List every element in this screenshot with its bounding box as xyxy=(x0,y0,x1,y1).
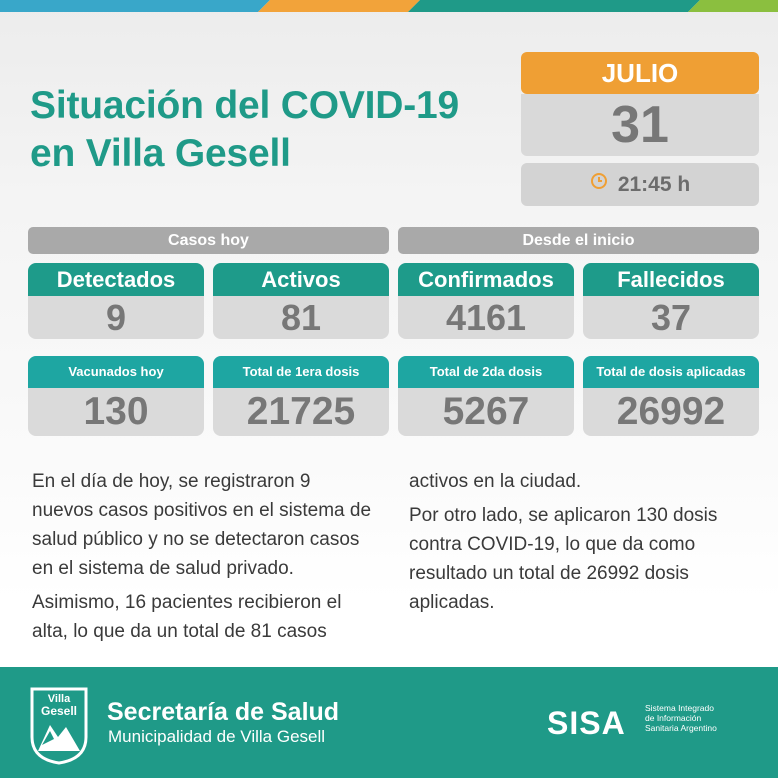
stat-value: 5267 xyxy=(398,388,574,436)
stat-card-detectados xyxy=(28,263,204,339)
sisa-line: de Información xyxy=(645,713,702,723)
text-column-left xyxy=(32,467,377,651)
paragraph: activos en la ciudad. xyxy=(409,471,582,492)
paragraph: En el día de hoy, se registraron 9 nuevos casos positivos en el sistema de salud público y no se detectaron casos en el sistema de salud privado. xyxy=(32,471,372,579)
date-day: 31 xyxy=(521,94,759,156)
stat-label: Total de 1era dosis xyxy=(213,356,389,388)
villa-gesell-logo xyxy=(28,685,90,765)
text-column-right xyxy=(409,467,754,622)
stat-card-primera-dosis xyxy=(213,356,389,436)
stat-value: 81 xyxy=(213,296,389,339)
stat-value: 26992 xyxy=(583,388,759,436)
time-text: 21:45 h xyxy=(617,173,691,196)
sisa-logo xyxy=(547,705,637,739)
stat-card-vacunados-hoy xyxy=(28,356,204,436)
clock-icon xyxy=(590,162,608,205)
top-color-stripe xyxy=(0,0,778,12)
stat-value: 9 xyxy=(28,296,204,339)
section-header-today: Casos hoy xyxy=(28,227,389,254)
footer xyxy=(0,667,778,778)
date-month: JULIO xyxy=(521,52,759,94)
stat-value: 130 xyxy=(28,388,204,436)
stat-value: 4161 xyxy=(398,296,574,339)
sisa-description xyxy=(645,703,755,733)
report-time xyxy=(521,163,759,206)
stat-value: 37 xyxy=(583,296,759,339)
stat-label: Detectados xyxy=(28,263,204,296)
section-header-since-start: Desde el inicio xyxy=(398,227,759,254)
logo-text-line-1: Villa xyxy=(47,693,71,705)
stat-value: 21725 xyxy=(213,388,389,436)
title-line-1: Situación del COVID-19 xyxy=(30,84,460,127)
stat-card-fallecidos xyxy=(583,263,759,339)
stat-card-activos xyxy=(213,263,389,339)
paragraph: Asimismo, 16 pacientes recibieron el alta, lo que da un total de 81 casos xyxy=(32,592,342,642)
stat-card-dosis-aplicadas xyxy=(583,356,759,436)
org-subtitle: Municipalidad de Villa Gesell xyxy=(108,727,326,746)
logo-text-line-2: Gesell xyxy=(40,704,78,718)
stat-label: Vacunados hoy xyxy=(28,356,204,388)
stat-label: Activos xyxy=(213,263,389,296)
paragraph: Por otro lado, se aplicaron 130 dosis contra COVID-19, lo que da como resultado un total de 26992 dosis aplicadas. xyxy=(409,505,718,613)
stat-label: Total de dosis aplicadas xyxy=(583,356,759,388)
stat-card-segunda-dosis xyxy=(398,356,574,436)
sisa-line: Sanitaria Argentino xyxy=(645,723,717,733)
org-title: Secretaría de Salud xyxy=(107,698,340,726)
title-line-2: en Villa Gesell xyxy=(30,132,291,175)
stat-label: Fallecidos xyxy=(583,263,759,296)
stat-card-confirmados xyxy=(398,263,574,339)
sisa-logo-text: SISA xyxy=(547,705,626,739)
sisa-line: Sistema Integrado xyxy=(645,703,714,713)
stat-label: Total de 2da dosis xyxy=(398,356,574,388)
page-title xyxy=(30,82,459,178)
stat-label: Confirmados xyxy=(398,263,574,296)
